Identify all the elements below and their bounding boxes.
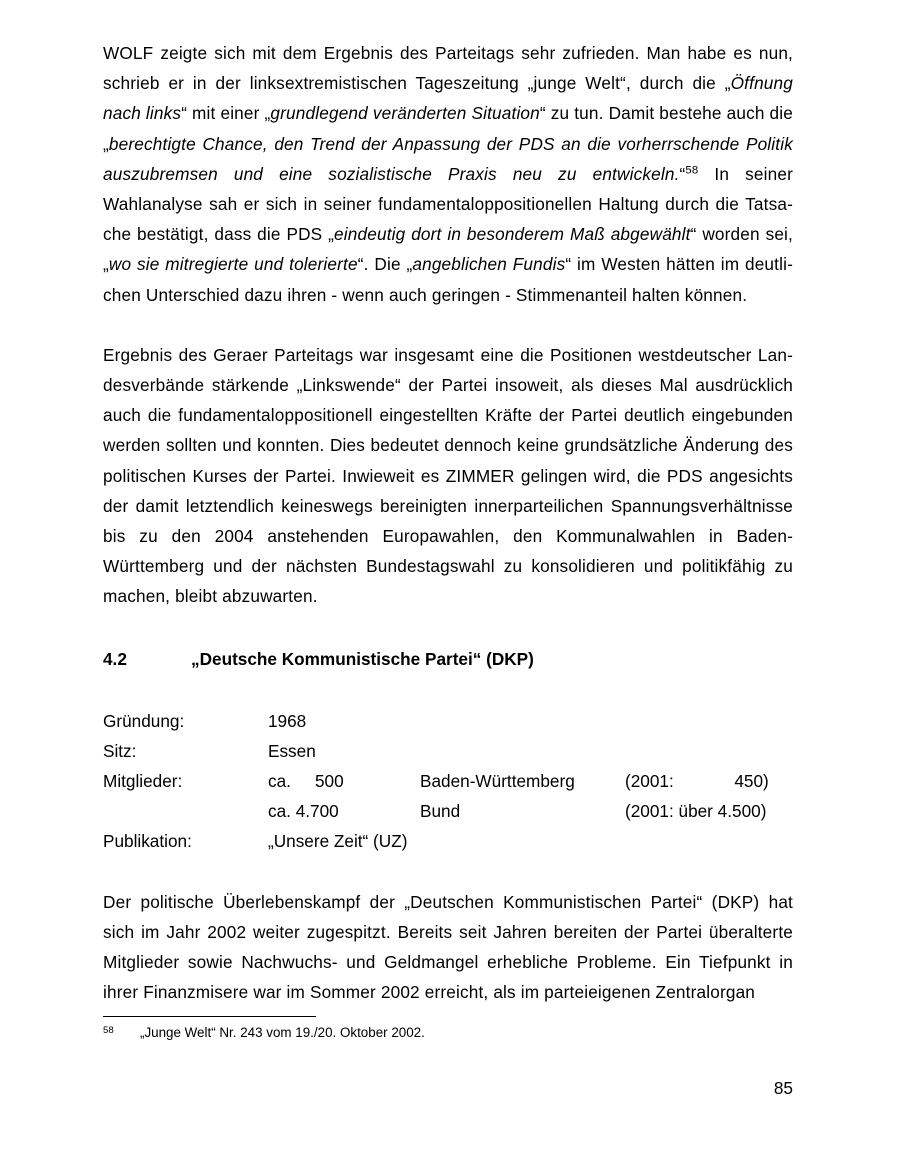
- party-facts-body: [103, 706, 793, 857]
- fact-scope: [420, 736, 625, 766]
- fact-count: 500: [315, 771, 344, 792]
- fact-scope: Baden-Württemberg: [420, 771, 575, 792]
- fact-count: [315, 736, 420, 766]
- footnote-text: „Junge Welt“ Nr. 243 vom 19./20. Oktober 2002.: [140, 1025, 425, 1040]
- party-facts-table: [103, 706, 793, 857]
- text-run: In seiner Wahlanalyse sah er sich in seiner fundamentaloppositionellen Haltung durch die Tatsa-che bestätigt, dass die PDS „: [103, 163, 793, 245]
- fact-scope: [420, 826, 625, 856]
- paragraph-dkp-introduction: [103, 887, 793, 1008]
- fact-approx: 1968: [268, 710, 307, 731]
- text-run: “ zu tun. Damit bestehe auch die „: [103, 103, 794, 154]
- fact-scope: Bund: [420, 801, 461, 822]
- previous-year-value: 450): [734, 771, 769, 792]
- footnote-reference[interactable]: 58: [685, 164, 699, 177]
- section-number: 4.2: [103, 648, 127, 669]
- fact-count: [315, 706, 420, 736]
- fact-label: Gründung:: [103, 710, 185, 731]
- previous-year-label: (2001:: [625, 771, 674, 792]
- text-run: Ergebnis des Geraer Parteitags war insgesamt eine die Positionen westdeutscher Lan-desverbände stärkende „Linkswende“ der Partei insoweit, als dieses Mal ausdrücklich auch die fundamentaloppositionell eingestellten Kräfte der Partei deutlich eingebunden werden sollten und konnten. Dies bedeutet dennoch keine grundsätzliche Änderung des politischen Kurses der Partei. Inwieweit es ZIMMER gelingen wird, die PDS angesichts der damit letztendlich keineswegs bereinigten innerparteilichen Spannungsverhältnisse bis zu den 2004 anstehenden Europawahlen, den Kommunalwahlen in Baden-Württemberg und der nächsten Bundestagswahl zu konsolidieren und politikfähig zu machen, bleibt abzuwarten.: [103, 344, 793, 607]
- italic-quote: grundlegend veränderten Situation: [270, 103, 540, 124]
- italic-quote: berechtigte Chance, den Trend der Anpassung der PDS an die vorherrschende Politik auszubremsen und eine sozialistische Praxis neu zu entwickeln.: [103, 133, 793, 184]
- text-run: “ worden sei, „: [103, 224, 794, 275]
- italic-quote: Öffnung nach links: [103, 73, 793, 124]
- fact-approx: ca.: [268, 771, 291, 792]
- footnote-number: 58: [103, 1025, 114, 1036]
- fact-scope: [420, 706, 625, 736]
- text-run: “. Die „: [357, 254, 413, 275]
- table-row: [103, 766, 793, 796]
- spacer-after-table: [103, 857, 793, 887]
- fact-previous-year: [625, 706, 793, 736]
- footnote-separator-rule: [103, 1016, 316, 1017]
- section-heading-4-2: [103, 644, 793, 674]
- table-row: [103, 706, 793, 736]
- fact-previous-year: [625, 736, 793, 766]
- paragraph-gera-party-congress: [103, 340, 793, 612]
- italic-quote: wo sie mitregierte und tolerierte: [108, 254, 358, 275]
- fact-label: Publikation:: [103, 831, 192, 852]
- fact-previous-year: [625, 826, 793, 856]
- italic-quote: eindeutig dort in besonderem Maß abgewählt: [334, 224, 691, 245]
- fact-previous-year: [625, 766, 793, 796]
- text-run: “: [679, 163, 686, 184]
- spacer-after-heading: [103, 674, 793, 706]
- spacer-before-heading: [103, 612, 793, 644]
- fact-label: Sitz:: [103, 740, 137, 761]
- text-run: “ im Westen hätten im deutli-chen Unterschied dazu ihren - wenn auch geringen - Stimmenanteil halten können.: [103, 254, 793, 305]
- italic-quote: angeblichen Fundis: [412, 254, 566, 275]
- fact-approx: „Unsere Zeit“ (UZ): [268, 831, 408, 852]
- table-row: [103, 736, 793, 766]
- footnote-area: [103, 1016, 793, 1043]
- fact-label: Mitglieder:: [103, 771, 183, 792]
- page-content: [103, 38, 793, 1007]
- fact-label: [103, 796, 268, 826]
- paragraph-wolf-statement: [103, 38, 793, 310]
- text-run: Der politische Überlebenskampf der „Deutschen Kommunistischen Partei“ (DKP) hat sich im Jahr 2002 weiter zugespitzt. Bereits seit Jahren bereiten der Partei überalterte Mitglieder sowie Nachwuchs- und Geldmangel erhebliche Probleme. Ein Tiefpunkt in ihrer Finanzmisere war im Sommer 2002 erreicht, als im parteieigenen Zentralorgan: [103, 891, 793, 1003]
- text-run: WOLF zeigte sich mit dem Ergebnis des Parteitags sehr zufrieden. Man habe es nun, schrieb er in der linksextremistischen Tageszeitung „junge Welt“, durch die „: [103, 43, 793, 94]
- text-run: “ mit einer „: [181, 103, 271, 124]
- footnote-item: [103, 1023, 793, 1043]
- section-title: „Deutsche Kommunistische Partei“ (DKP): [191, 648, 534, 669]
- fact-approx: Essen: [268, 740, 316, 761]
- table-row: [103, 826, 793, 856]
- fact-previous-year: (2001: über 4.500): [625, 801, 767, 822]
- page-number: 85: [773, 1078, 793, 1098]
- fact-approx: ca. 4.700: [268, 801, 339, 822]
- table-row: [103, 796, 793, 826]
